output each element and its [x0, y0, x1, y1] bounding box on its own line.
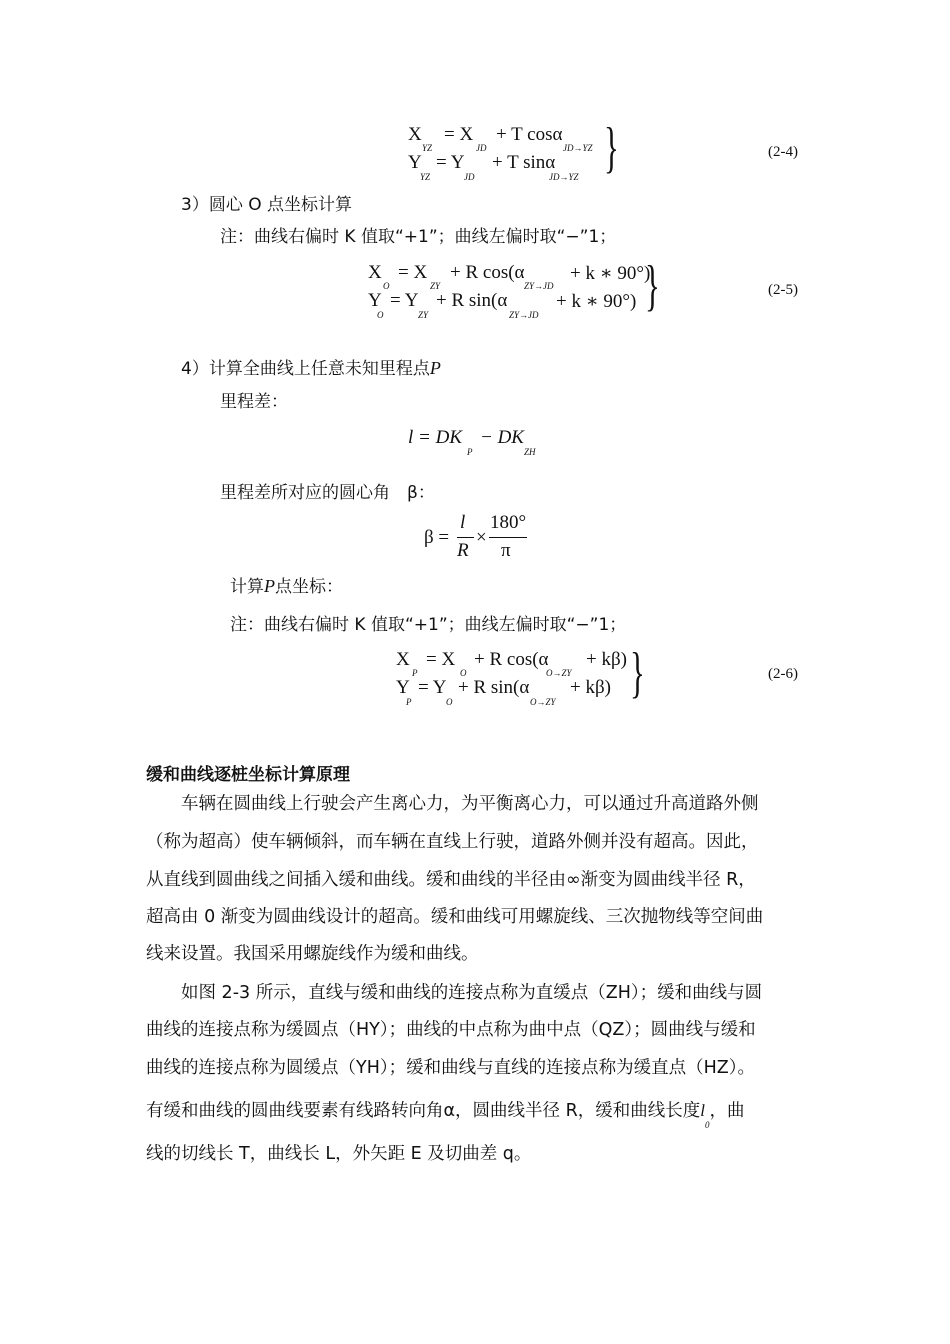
paragraph-line: 车辆在圆曲线上行驶会产生离心力，为平衡离心力，可以通过升高道路外侧 — [146, 794, 759, 814]
eq-2-4-y-mid: = Y — [436, 152, 465, 173]
angle-label: 里程差所对应的圆心角 β： — [220, 483, 435, 503]
step-4-title — [181, 354, 441, 379]
fraction-line — [489, 537, 527, 538]
beta-den-r: R — [457, 540, 469, 561]
paragraph-line: 从直线到圆曲线之间插入缓和曲线。缓和曲线的半径由∞渐变为圆曲线半径 R， — [146, 870, 756, 890]
beta-eq-left: β = — [424, 527, 450, 548]
mileage-eq-right: − DK — [480, 427, 524, 448]
step-4-title-text: 4）计算全曲线上任意未知里程点 — [181, 359, 430, 379]
eq-2-4-sub: YZ — [422, 143, 433, 153]
eq-2-4-x-left: X — [408, 124, 422, 145]
eq-2-6-x-end: + kβ) — [586, 649, 627, 670]
eq-2-6-sub: O→ZY — [530, 697, 556, 707]
eq-2-6-x-mid: = X — [426, 649, 456, 670]
eq-2-5-y-right: + R sin(α — [436, 290, 508, 311]
eq-2-4-sub: JD→YZ — [549, 172, 579, 182]
eq-2-5-x-end: + k ∗ 90°) — [570, 263, 651, 284]
eq-2-6-y-left: Y — [396, 677, 410, 698]
right-brace: } — [630, 642, 645, 704]
paragraph-line: 超高由 0 渐变为圆曲线设计的超高。缓和曲线可用螺旋线、三次抛物线等空间曲 — [146, 907, 764, 927]
step-3-note: 注：曲线右偏时 K 值取“+1”；曲线左偏时取“−”1； — [220, 227, 617, 247]
eq-2-4-sub: JD→YZ — [563, 143, 593, 153]
mileage-eq-sub: P — [467, 447, 473, 457]
paragraph-line — [146, 1101, 745, 1130]
times-sign: × — [476, 527, 487, 548]
paragraph-line: 曲线的连接点称为圆缓点（YH）；缓和曲线与直线的连接点称为缓直点（HZ）。 — [146, 1058, 755, 1078]
mileage-eq-left: l = DK — [408, 427, 462, 448]
eq-2-5-sub: ZY→JD — [524, 281, 554, 291]
eq-2-6-sub: O — [460, 668, 467, 678]
eq-2-6-sub: O — [446, 697, 453, 707]
eq-2-4-x-right: + T cosα — [496, 124, 563, 145]
paragraph-line: （称为超高）使车辆倾斜，而车辆在直线上行驶，道路外侧并没有超高。因此， — [146, 832, 759, 852]
right-brace: } — [604, 117, 619, 179]
eq-2-5-x-right: + R cos(α — [450, 262, 525, 283]
paragraph-line-text: 有缓和曲线的圆曲线要素有线路转向角α，圆曲线半径 R，缓和曲线长度 — [146, 1101, 701, 1121]
eq-2-4-sub: JD — [476, 143, 487, 153]
eq-2-6-y-end: + kβ) — [570, 677, 611, 698]
eq-2-4-y-left: Y — [408, 152, 422, 173]
eq-2-5-y-left: Y — [368, 290, 382, 311]
eq-2-5-x-mid: = X — [398, 262, 428, 283]
paragraph-line: 线来设置。我国采用螺旋线作为缓和曲线。 — [146, 944, 479, 964]
coord-label — [230, 572, 343, 597]
eq-2-4-sub: JD — [464, 172, 475, 182]
eq-2-5-y-mid: = Y — [390, 290, 419, 311]
coord-label-var: P — [264, 576, 275, 596]
beta-num-l: l — [460, 512, 466, 533]
beta-num-180: 180° — [490, 512, 527, 533]
eq-2-6-y-right: + R sin(α — [458, 677, 530, 698]
eq-2-5-sub: ZY — [430, 281, 441, 291]
eq-2-4-y-right: + T sinα — [492, 152, 556, 173]
eq-2-5-sub: O — [377, 310, 384, 320]
eq-2-5-y-end: + k ∗ 90°) — [556, 291, 637, 312]
step-3-title: 3）圆心 O 点坐标计算 — [181, 195, 353, 215]
mileage-eq-sub: ZH — [524, 447, 536, 457]
equation-number: (2-5) — [768, 282, 798, 298]
variable-l: l — [700, 1101, 705, 1120]
eq-2-5-sub: O — [383, 281, 390, 291]
section-heading: 缓和曲线逐桩坐标计算原理 — [146, 765, 350, 785]
fraction-line — [457, 537, 474, 538]
paragraph-line-text: ，曲 — [709, 1101, 745, 1121]
right-brace: } — [645, 255, 660, 317]
beta-den-pi: π — [501, 540, 511, 561]
equation-number: (2-6) — [768, 666, 798, 682]
eq-2-5-x-left: X — [368, 262, 382, 283]
paragraph-line: 曲线的连接点称为缓圆点（HY）；曲线的中点称为曲中点（QZ）；圆曲线与缓和 — [146, 1020, 756, 1040]
eq-2-5-sub: ZY — [418, 310, 429, 320]
step-4-note: 注：曲线右偏时 K 值取“+1”；曲线左偏时取“−”1； — [230, 615, 627, 635]
eq-2-6-sub: P — [406, 697, 412, 707]
variable-sub: 0 — [705, 1120, 710, 1130]
eq-2-6-y-mid: = Y — [418, 677, 447, 698]
eq-2-6-sub: O→ZY — [546, 668, 572, 678]
coord-label-b: 点坐标： — [275, 577, 343, 597]
step-4-title-var: P — [429, 358, 441, 378]
coord-label-a: 计算 — [230, 577, 264, 597]
eq-2-4-x-mid: = X — [444, 124, 474, 145]
eq-2-6-sub: P — [412, 668, 418, 678]
eq-2-5-sub: ZY→JD — [509, 310, 539, 320]
eq-2-6-x-left: X — [396, 649, 410, 670]
equation-number: (2-4) — [768, 144, 798, 160]
mileage-label: 里程差： — [220, 392, 288, 412]
paragraph-line: 线的切线长 T，曲线长 L，外矢距 E 及切曲差 q。 — [146, 1144, 532, 1164]
paragraph-line: 如图 2-3 所示，直线与缓和曲线的连接点称为直缓点（ZH）；缓和曲线与圆 — [146, 983, 763, 1003]
eq-2-4-sub: YZ — [420, 172, 431, 182]
eq-2-6-x-right: + R cos(α — [474, 649, 549, 670]
